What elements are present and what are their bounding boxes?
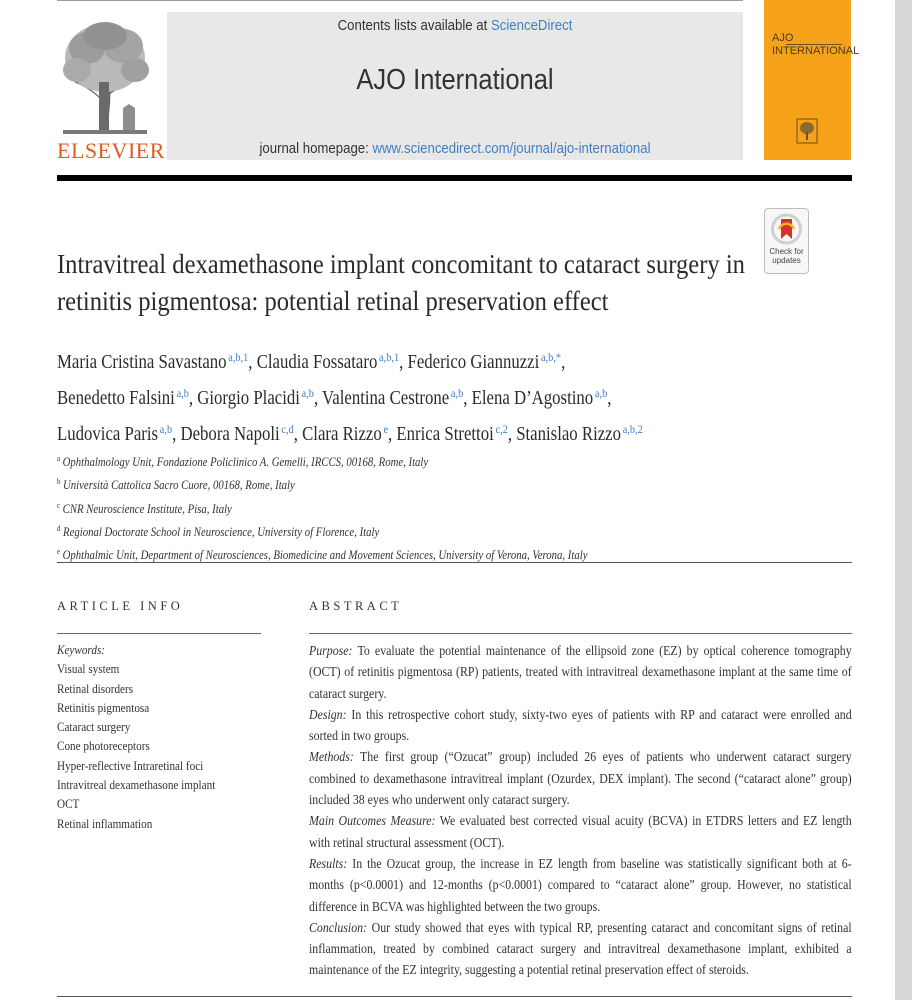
author-line — [57, 378, 831, 414]
affiliation-key: d — [57, 523, 61, 533]
abstract-label: Main Outcomes Measure: — [309, 813, 436, 829]
abstract-text: In the Ozucat group, the increase in EZ length from baseline was statistically significant both at 6-months (p<0.0001) and 12-months (p<0.0001) compared to “cataract alone” group. However, no statistical difference in BCVA was highlighted between the two groups. — [309, 855, 852, 914]
abstract-label: Design: — [309, 706, 347, 722]
homepage-link[interactable]: www.sciencedirect.com/journal/ajo-international — [372, 140, 651, 157]
bottom-rule — [57, 996, 852, 997]
affiliation-text: Ophthalmic Unit, Department of Neurosciences, Biomedicine and Movement Sciences, University of Verona, Verona, Italy — [62, 548, 588, 563]
article-info-rule — [57, 633, 261, 634]
homepage-line — [202, 140, 709, 157]
author-name[interactable]: Enrica Strettoi — [396, 424, 494, 445]
author-affil-sup[interactable]: a,b,* — [541, 350, 562, 364]
title-line-2: retinitis pigmentosa: potential retinal preservation effect — [57, 286, 609, 316]
affiliation-key: b — [57, 477, 61, 487]
abstract-outcomes — [309, 810, 852, 853]
author-affil-sup[interactable]: a,b,1 — [379, 350, 400, 364]
author-name[interactable]: Clara Rizzo — [302, 424, 382, 445]
publisher-wordmark: ELSEVIER — [57, 138, 165, 163]
author-sep: , — [188, 388, 198, 409]
author-affil-sup[interactable]: c,d — [281, 422, 294, 436]
author-sep: , — [399, 352, 408, 373]
keyword-item: Retinal disorders — [57, 680, 134, 696]
abstract-methods — [309, 746, 852, 810]
author-name[interactable]: Maria Cristina Savastano — [57, 352, 227, 373]
author-name[interactable]: Stanislao Rizzo — [516, 424, 621, 445]
abstract-label: Purpose: — [309, 643, 353, 658]
affiliation-key: c — [57, 500, 61, 510]
contents-prefix: Contents lists available at — [337, 17, 491, 34]
abstract-results — [309, 853, 852, 917]
homepage-prefix: journal homepage: — [259, 140, 373, 157]
author-sep: , — [293, 424, 303, 445]
author-affil-sup[interactable]: a,b — [594, 386, 608, 400]
author-affil-sup[interactable]: a,b — [159, 422, 173, 436]
contents-line — [202, 17, 709, 34]
author-name[interactable]: Giorgio Placidi — [197, 388, 300, 409]
keyword-item: Hyper-reflective Intraretinal foci — [57, 757, 204, 773]
cover-elsevier-icon — [796, 118, 818, 144]
author-sep: , — [313, 388, 323, 409]
author-name[interactable]: Ludovica Paris — [57, 424, 159, 445]
keyword-item: OCT — [57, 796, 80, 812]
journal-header — [167, 12, 743, 160]
author-name[interactable]: Elena D’Agostino — [471, 388, 594, 409]
affiliation-item — [57, 449, 831, 472]
author-affil-sup[interactable]: a,b — [301, 386, 314, 400]
bookmark-icon — [765, 209, 808, 247]
affiliation-text: CNR Neuroscience Institute, Pisa, Italy — [62, 501, 232, 516]
cover-title: AJO INTERNATIONAL — [772, 32, 860, 57]
abstract-body — [309, 640, 852, 981]
abstract-text: To evaluate the potential maintenance of the ellipsoid zone (EZ) by optical coherence tomography (OCT) of retinitis pigmentosa (RP) patients, treated with intravitreal dexamethasone implant at the same time of cataract surgery. — [309, 643, 852, 701]
abstract-text: In this retrospective cohort study, sixty-two eyes of patients with RP and cataract were enrolled and sorted in two groups. — [309, 706, 852, 744]
affiliations — [57, 449, 831, 565]
author-line — [57, 342, 831, 378]
affiliation-key: e — [57, 547, 61, 557]
article-title — [57, 246, 745, 320]
page-edge-shadow — [895, 0, 912, 1000]
affiliation-text: Ophthalmology Unit, Fondazione Policlinico A. Gemelli, IRCCS, 00168, Rome, Italy — [62, 455, 429, 469]
author-name[interactable]: Debora Napoli — [180, 424, 280, 445]
abstract-purpose — [309, 640, 852, 704]
top-rule — [57, 0, 743, 1]
author-affil-sup[interactable]: e — [383, 422, 389, 436]
keyword-item: Cataract surgery — [57, 719, 131, 735]
keyword-item: Retinitis pigmentosa — [57, 699, 150, 715]
author-sep: , — [507, 424, 517, 445]
author-name[interactable]: Benedetto Falsini — [57, 388, 175, 409]
abstract-design — [309, 704, 852, 747]
abstract-text: Our study showed that eyes with typical RP, presenting cataract and concomitant signs of retinal inflammation, treated by combined cataract surgery and intravitreal dexamethasone implant, exhibited a maintenance of the EZ integrity, suggesting a potential retinal preservation effect of steroids. — [309, 919, 852, 978]
affiliation-text: Università Cattolica Sacro Cuore, 00168, Rome, Italy — [63, 478, 295, 493]
author-sep: , — [248, 352, 257, 373]
author-name[interactable]: Claudia Fossataro — [256, 352, 378, 373]
author-sep: , — [172, 424, 181, 445]
abstract-label: Conclusion: — [309, 919, 368, 935]
check-for-updates-badge[interactable] — [764, 208, 809, 274]
section-rule — [57, 562, 852, 563]
author-affil-sup[interactable]: a,b,1 — [228, 350, 249, 364]
keywords-list — [57, 640, 255, 833]
affiliation-item — [57, 496, 831, 519]
article-info-heading: ARTICLE INFO — [57, 599, 184, 613]
check-for-updates-label: Check for updates — [769, 247, 804, 265]
header-rule — [57, 175, 852, 181]
affiliation-key: a — [57, 454, 61, 463]
abstract-text: We evaluated best corrected visual acuity (BCVA) in ETDRS letters and EZ length with retinal structural assessment (OCT). — [309, 813, 852, 850]
affiliation-item — [57, 519, 831, 542]
sciencedirect-link[interactable]: ScienceDirect — [490, 17, 573, 34]
author-name[interactable]: Valentina Cestrone — [322, 388, 450, 409]
abstract-heading: ABSTRACT — [309, 599, 403, 613]
author-sep: , — [388, 424, 397, 445]
keyword-item: Intravitreal dexamethasone implant — [57, 777, 216, 793]
author-line — [57, 414, 831, 450]
author-sep: , — [607, 388, 612, 409]
author-sep: , — [463, 388, 472, 409]
affiliation-item — [57, 472, 831, 495]
keywords-label: Keywords: — [57, 642, 106, 657]
keyword-item: Retinal inflammation — [57, 815, 153, 831]
author-affil-sup[interactable]: a,b,2 — [622, 422, 643, 436]
author-affil-sup[interactable]: c,2 — [495, 422, 508, 436]
author-sep: , — [561, 352, 566, 373]
author-list — [57, 342, 831, 450]
abstract-rule — [309, 633, 852, 634]
abstract-label: Results: — [309, 855, 348, 871]
title-line-1: Intravitreal dexamethasone implant concomitant to cataract surgery in — [57, 249, 745, 279]
cover-divider — [786, 44, 842, 45]
journal-cover[interactable] — [764, 0, 860, 160]
journal-name: AJO International — [356, 64, 554, 96]
keyword-item: Visual system — [57, 661, 120, 677]
abstract-text: The first group (“Ozucat” group) included 26 eyes of patients who underwent cataract surgery combined to dexamethasone intravitreal implant (Ozurdex, DEX implant). The second (“cataract alone” group) included 38 eyes who underwent only cataract surgery. — [309, 749, 852, 808]
keyword-item: Cone photoreceptors — [57, 738, 150, 754]
author-affil-sup[interactable]: a,b — [450, 386, 464, 400]
author-affil-sup[interactable]: a,b — [176, 386, 189, 400]
abstract-label: Methods: — [309, 749, 354, 765]
author-name[interactable]: Federico Giannuzzi — [407, 352, 540, 373]
affiliation-text: Regional Doctorate School in Neuroscience, University of Florence, Italy — [63, 524, 380, 539]
abstract-conclusion — [309, 917, 852, 981]
